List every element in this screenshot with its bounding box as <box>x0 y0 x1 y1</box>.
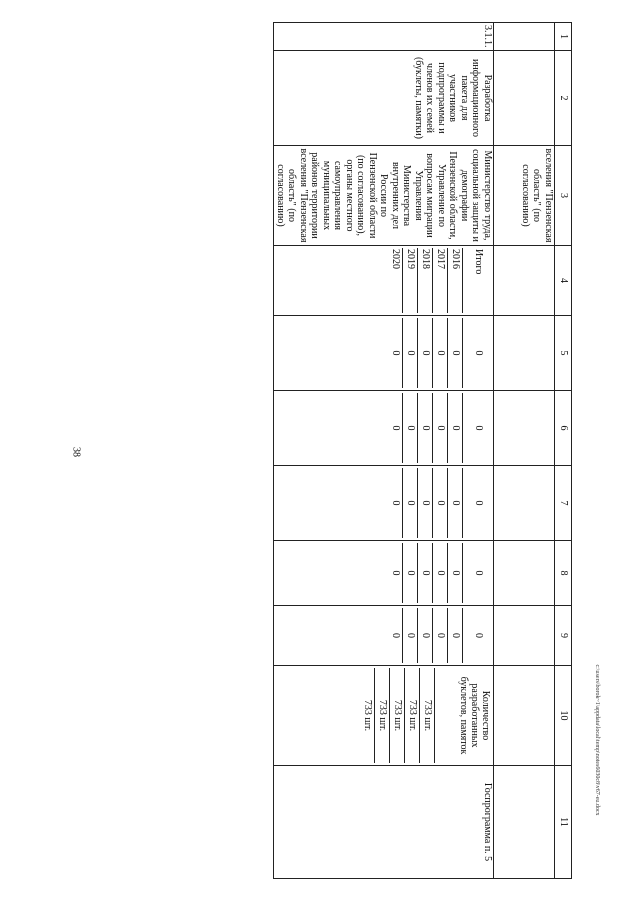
header-col-8: 8 <box>555 541 572 606</box>
row-basis: Госпрограмма п. 5 <box>274 766 494 879</box>
header-col-10: 10 <box>555 666 572 766</box>
value-column-9: 0 0 0 0 0 0 <box>274 606 494 666</box>
header-row <box>555 23 572 879</box>
header-col-1: 1 <box>555 23 572 51</box>
program-table-rotated <box>62 22 572 878</box>
continuation-row <box>494 23 555 879</box>
page-number-text: 38 <box>70 447 82 457</box>
header-col-11: 11 <box>555 766 572 879</box>
continuation-executors: вселения "Пензенская область" (по согласованию) <box>494 146 555 246</box>
year-label: 2016 <box>447 248 462 313</box>
year-column <box>274 246 494 316</box>
indicator-label: Количество разработанных буклетов, памяток <box>434 668 493 763</box>
row-event: Разработка информационного пакета для участников подпрограммы и членов их семей (буклеты, памятки) <box>274 51 494 146</box>
header-col-9: 9 <box>555 606 572 666</box>
year-label: 2019 <box>402 248 417 313</box>
header-col-6: 6 <box>555 391 572 466</box>
value-column-6: 0 0 0 0 0 0 <box>274 391 494 466</box>
footer-path <box>590 0 604 905</box>
year-label: 2017 <box>432 248 447 313</box>
row-number: 3.1.1. <box>274 23 494 51</box>
value-column-8: 0 0 0 0 0 0 <box>274 541 494 606</box>
row-executors: Министерство труда, социальной защиты и демографии Пензенской области, Управление по вопросам миграции Управления Министерства внутренних дел России по Пензенской области (по согласованию), органы местного самоуправления муниципальных районов территории вселения "Пензенская область" (по согласованию) <box>274 146 494 246</box>
header-col-7: 7 <box>555 466 572 541</box>
value-column-5: 0 0 0 0 0 0 <box>274 316 494 391</box>
indicator-column: Количество разработанных буклетов, памяток 733 шт. 733 шт. 733 шт. 733 шт. 733 шт. <box>274 666 494 766</box>
header-col-4: 4 <box>555 246 572 316</box>
footer-path-text: c:\users\borok~1\appdata\local\temp\notes6030c8\v67-eu.docx <box>594 664 600 816</box>
header-col-5: 5 <box>555 316 572 391</box>
program-table <box>274 22 573 879</box>
header-col-2: 2 <box>555 51 572 146</box>
year-total-label: Итого <box>462 248 493 313</box>
value-column-7: 0 0 0 0 0 0 <box>274 466 494 541</box>
year-label: 2020 <box>390 249 401 269</box>
header-col-3: 3 <box>555 146 572 246</box>
table-row <box>274 23 494 879</box>
year-label: 2018 <box>417 248 432 313</box>
